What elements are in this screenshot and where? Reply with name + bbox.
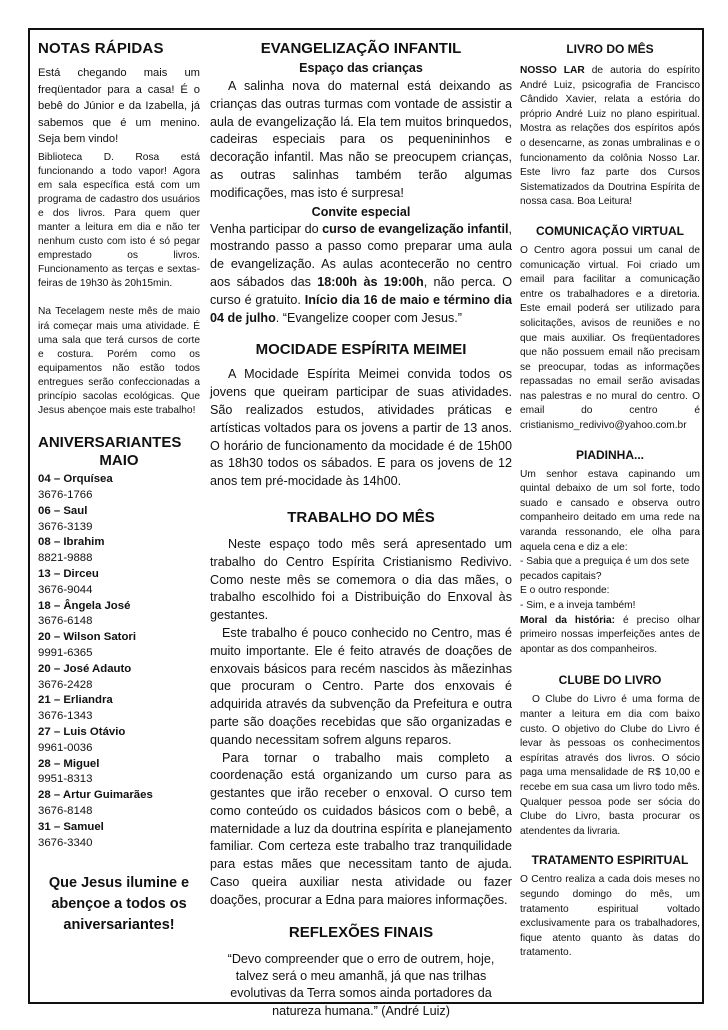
newsletter-page [28, 28, 704, 1018]
livro-lead: NOSSO LAR [520, 65, 585, 76]
list-item [38, 662, 200, 694]
birthday-phone: 9951-8313 [38, 773, 93, 786]
aniversariantes-closing: Que Jesus ilumine e abençoe a todos os aniversariantes! [48, 875, 190, 934]
aniversariantes-month: MAIO [99, 452, 139, 470]
birthday-phone: 3676-1766 [38, 488, 93, 501]
clube-title: CLUBE DO LIVRO [558, 673, 662, 688]
notas-paragraph-tecelagem: Na Tecelagem neste mês de maio irá começar mais uma atividade. É uma sala que terá cursos de corte e costura. Porém como os equipamentos não estão todos entregues serão confeccionadas a princípio sacolas ecológicas. Que Jesus abençoe mais este trabalho! [38, 306, 200, 417]
trabalho-paragraph-2: Este trabalho é pouco conhecido no Centro, mas é muito importante. Ele é feito através de doações de enxovais básicos para recém nascidos às mãezinhas que procuram o Centro. Parte dos enxovais é adquirida através da subvenção da Prefeitura e outra parte são doações recebidas que são organizadas e quando necessitam sofrem alguns reparos. [210, 625, 512, 747]
birthday-name: 04 – Orquísea [38, 473, 113, 486]
birthday-name: 27 – Luis Otávio [38, 725, 126, 738]
text-span: , mostrando passo a passo como preparar uma aula de evangelização. As aulas acontecerão no centro aos sábados das [210, 221, 512, 289]
highlight-horario: 18:00h às 19:00h [317, 274, 424, 289]
birthday-name: 20 – Wilson Satori [38, 631, 137, 644]
list-item [38, 693, 200, 725]
birthday-name: 18 – Ângela José [38, 599, 131, 612]
evangelizacao-subtitle-espaco: Espaço das crianças [299, 61, 423, 75]
birthday-name: 31 – Samuel [38, 820, 104, 833]
mocidade-title: MOCIDADE ESPÍRITA MEIMEI [255, 341, 467, 359]
mocidade-paragraph: A Mocidade Espírita Meimei convida todos os jovens que queiram participar de suas atividades. São realizados estudos, atividades práticas e artísticas voltados para os jovens a partir de 13 anos. O horário de funcionamento da mocidade é de 15h00 as 18h30 todos os sábados. E para os jovens de 12 anos tem pré-mocidade às 14h00. [210, 367, 512, 489]
birthday-name: 06 – Saul [38, 504, 88, 517]
birthday-phone: 3676-8148 [38, 804, 93, 817]
highlight-curso: curso de evangelização infantil [322, 221, 509, 236]
list-item [38, 567, 200, 599]
birthday-phone: 8821-9888 [38, 552, 93, 565]
text-span: . “Evangelize cooper com Jesus.” [275, 310, 462, 325]
list-item [38, 630, 200, 662]
livro-paragraph [520, 64, 700, 210]
birthday-name: 21 – Erliandra [38, 694, 113, 707]
list-item [38, 535, 200, 567]
list-item [38, 725, 200, 757]
clube-paragraph: O Clube do Livro é uma forma de manter a leitura em dia com baixo custo. O objetivo do Clube do Livro é levar às pessoas os conhecimentos espíritas através dos livros. O sócio paga uma mensalidade de R$ 10,00 e recebe em sua casa um livro todo mês. Qualquer pessoa pode ser sócia do Clube do Livro, basta procurar os atendentes da livraria. [520, 694, 700, 837]
birthday-phone: 3676-6148 [38, 615, 93, 628]
reflexoes-quote: “Devo compreender que o erro de outrem, hoje, talvez será o meu amanhã, já que nas trilhas evolutivas da Terra somos ainda portadores da natureza humana.” (André Luiz) [227, 951, 495, 1018]
birthday-name: 20 – José Adauto [38, 662, 132, 675]
center-column [210, 30, 512, 1018]
piadinha-line-3: - Sim, e a inveja também! [520, 600, 636, 611]
birthday-phone: 3676-1343 [38, 710, 93, 723]
text-span: de autoria do espírito André Luiz, psicografia de Francisco Cândido Xavier, relata a estória do próprio André Luiz no plano espiritual. Mostra as relações dos espíritos após o desencarne, as zonas umbralinas e o funcionamento da colônia Nosso Lar. Este livro faz parte dos Cursos Sistematizados da Doutrina Espírita de nossa casa. Boa Leitura! [520, 65, 700, 208]
piadinha-title: PIADINHA... [575, 447, 644, 462]
birthday-list [38, 472, 200, 851]
list-item [38, 820, 200, 852]
birthday-phone: 3676-3340 [38, 836, 93, 849]
notas-paragraph-bebe: Está chegando mais um freqüentador para a casa! É o bebê do Júnior e da Izabella, já sabemos que é um menino. Seja bem vindo! [38, 67, 200, 145]
highlight-datas: Início dia 16 de maio e término dia 04 de julho [210, 292, 512, 325]
livro-title: LIVRO DO MÊS [566, 42, 654, 56]
birthday-phone: 9991-6365 [38, 646, 93, 659]
tratamento-paragraph: O Centro realiza a cada dois meses no segundo domingo do mês, um tratamento espiritual voltado exclusivamente para os trabalhadores, fique atento quanto às datas do tratamento. [520, 874, 700, 959]
moral-label: Moral da história: [520, 614, 616, 626]
birthday-name: 08 – Ibrahim [38, 536, 105, 549]
text-span: , não perca. O curso é gratuito. [210, 274, 512, 307]
evangelizacao-subtitle-convite: Convite especial [311, 204, 411, 219]
text-span: Venha participar do [210, 221, 323, 236]
birthday-name: 13 – Dirceu [38, 567, 99, 580]
birthday-name: 28 – Miguel [38, 757, 100, 770]
evangelizacao-paragraph-espaco: A salinha nova do maternal está deixando as crianças das outras turmas com vontade de assistir a aula de evangelização lá. Ela tem muitos brinquedos, cadeiras especiais para os pequenininhos e decoração infantil. Mas não se preocupem crianças, as outras salinhas também terão algumas modificações, mas isto é surpresa! [210, 79, 512, 200]
birthday-phone: 9961-0036 [38, 741, 93, 754]
piadinha-paragraph: Um senhor estava capinando um quintal debaixo de um sol forte, todo suado e cansado e observa outro companheiro deitado em uma rede na varanda ressonando, ele olha para aquela cena e diz a ele: [520, 468, 700, 553]
evangelizacao-paragraph-convite [210, 221, 512, 328]
right-column [520, 30, 700, 1002]
left-column [38, 30, 200, 1002]
text-span: é preciso olhar primeiro nossas imperfeições antes de apontar as dos companheiros. [520, 614, 700, 655]
evangelizacao-title: EVANGELIZAÇÃO INFANTIL [260, 40, 462, 57]
notas-paragraph-biblioteca: Biblioteca D. Rosa está funcionando a todo vapor! Agora em sala específica está com um programa de cadastro dos usuários e dos livros. Para quem quer manter a leitura em dia e não ter nenhum custo com isto é só pegar emprestado os livros. Funcionamento as terças e sextas-feiras de 19h30 às 20h15min. [38, 151, 200, 290]
birthday-name: 28 – Artur Guimarães [38, 789, 153, 802]
birthday-phone: 3676-2428 [38, 678, 93, 691]
tratamento-title: TRATAMENTO ESPIRITUAL [531, 853, 689, 868]
trabalho-paragraph-3: Para tornar o trabalho mais completo a coordenação está organizando um curso para as gestantes que irão receber o enxoval. O curso tem como conteúdo os cuidados básicos com o bebê, a maternidade a luz da doutrina espírita e planejamento familiar. Com certeza este trabalho traz tranquilidade para estas mães que necessitam tanto de ajuda. Caso queira auxiliar nesta atividade ou fazer doações, procurar a Edna para maiores informações. [210, 750, 512, 907]
list-item [38, 504, 200, 536]
list-item [38, 599, 200, 631]
notas-title: NOTAS RÁPIDAS [38, 40, 164, 57]
trabalho-title: TRABALHO DO MÊS [287, 508, 435, 526]
list-item [38, 788, 200, 820]
birthday-phone: 3676-3139 [38, 520, 93, 533]
list-item [38, 757, 200, 789]
aniversariantes-title: ANIVERSARIANTES [38, 434, 182, 452]
piadinha-line-1: - Sabia que a preguiça é um dos sete pecados capitais? [520, 556, 690, 582]
reflexoes-title: REFLEXÕES FINAIS [288, 923, 434, 941]
comunicacao-title: COMUNICAÇÃO VIRTUAL [536, 223, 684, 238]
trabalho-paragraph-1: Neste espaço todo mês será apresentado um trabalho do Centro Espírita Cristianismo Redivivo. Como neste mês se comemora o dia das mães, o trabalho escolhido foi a Distribuição do Enxoval às gestantes. [210, 536, 512, 623]
piadinha-moral [520, 614, 700, 658]
piadinha-line-2: E o outro responde: [520, 585, 610, 597]
comunicacao-paragraph: O Centro agora possui um canal de comunicação virtual. Foi criado um email para facilitar a comunicação entre os trabalhadores e a diretoria. Este email poderá ser utilizado para solicitações, avisos de reuniões e no que mais auxiliar. Os freqüentadores que não possuem email não precisam se preocupar, todas as informações repassadas no email serão avisadas nas palestras e no mural do centro. O email do centro é cristianismo_redivivo@yahoo.com.br [520, 244, 700, 432]
birthday-phone: 3676-9044 [38, 583, 93, 596]
list-item [38, 472, 200, 504]
